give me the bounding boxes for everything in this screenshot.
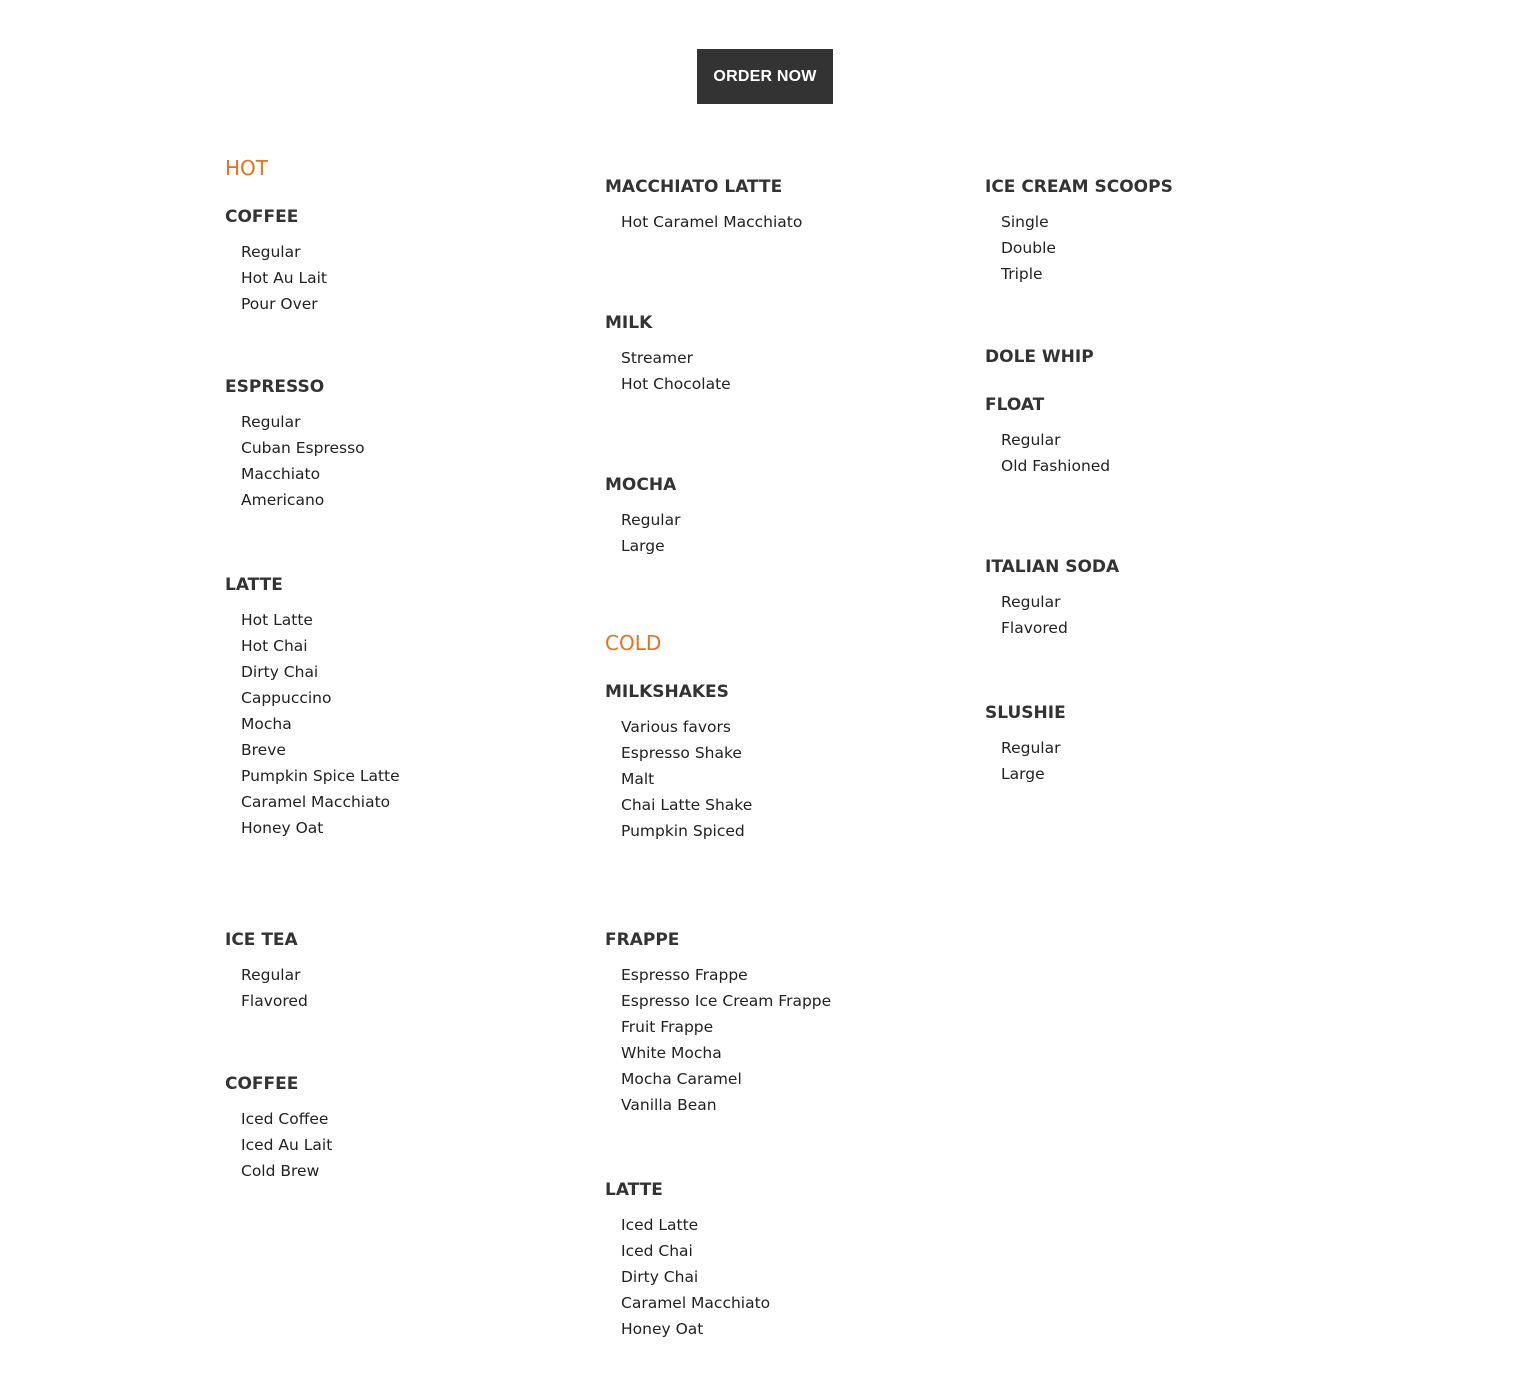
menu-group-espresso xyxy=(225,377,365,513)
group-title: LATTE xyxy=(605,1180,663,1200)
group-title: ESPRESSO xyxy=(225,377,325,397)
menu-group-ice-cream-scoops xyxy=(985,177,1173,287)
section-heading-hot: HOT xyxy=(225,156,268,180)
menu-item: Regular xyxy=(241,966,301,984)
item-list xyxy=(225,962,308,1014)
menu-item: Pumpkin Spiced xyxy=(621,822,745,840)
item-list xyxy=(985,735,1066,787)
menu-group-mocha xyxy=(605,475,680,559)
menu-item: Fruit Frappe xyxy=(621,1018,714,1036)
menu-group-macchiato-latte xyxy=(605,177,802,235)
menu-item: Dirty Chai xyxy=(241,663,319,681)
item-list xyxy=(605,962,831,1118)
menu-group-frappe xyxy=(605,930,831,1118)
group-title: FLOAT xyxy=(985,395,1045,415)
item-list xyxy=(225,409,365,513)
group-title: COFFEE xyxy=(225,1074,299,1094)
menu-item: Hot Au Lait xyxy=(241,269,328,287)
group-title: ICE TEA xyxy=(225,930,298,950)
item-list xyxy=(605,345,731,397)
group-title: MILK xyxy=(605,313,653,333)
group-title: MOCHA xyxy=(605,475,677,495)
menu-item: Iced Coffee xyxy=(241,1110,329,1128)
section-heading-cold: COLD xyxy=(605,631,662,655)
menu-item: Espresso Shake xyxy=(621,744,742,762)
menu-item: Vanilla Bean xyxy=(621,1096,717,1114)
menu-item: Hot Caramel Macchiato xyxy=(621,213,803,231)
item-list xyxy=(605,507,680,559)
menu-group-slushie xyxy=(985,703,1066,787)
group-title: DOLE WHIP xyxy=(985,347,1094,367)
menu-group-hot-coffee xyxy=(225,207,327,317)
menu-item: Various favors xyxy=(621,718,731,736)
menu-group-hot-latte xyxy=(225,575,400,841)
menu-item: Regular xyxy=(1001,431,1061,449)
menu-item: Malt xyxy=(621,770,655,788)
menu-item: Hot Chai xyxy=(241,637,308,655)
menu-group-milkshakes xyxy=(605,682,752,844)
menu-item: Macchiato xyxy=(241,465,321,483)
menu-group-milk xyxy=(605,313,731,397)
menu-group-float xyxy=(985,395,1110,479)
group-title: MILKSHAKES xyxy=(605,682,729,702)
menu-item: Large xyxy=(621,537,665,555)
menu-item: Espresso Frappe xyxy=(621,966,748,984)
menu-item: Regular xyxy=(1001,739,1061,757)
menu-item: Honey Oat xyxy=(621,1320,704,1338)
item-list xyxy=(605,209,802,235)
menu-item: Regular xyxy=(1001,593,1061,611)
menu-item: Cold Brew xyxy=(241,1162,320,1180)
menu-item: Regular xyxy=(241,243,301,261)
item-list xyxy=(985,589,1119,641)
menu-item: Caramel Macchiato xyxy=(241,793,391,811)
menu-group-cold-coffee xyxy=(225,1074,332,1184)
menu-item: Mocha Caramel xyxy=(621,1070,742,1088)
menu-item: Espresso Ice Cream Frappe xyxy=(621,992,832,1010)
menu-group-dole-whip xyxy=(985,347,1094,367)
item-list xyxy=(605,1212,770,1342)
menu-item: Flavored xyxy=(1001,619,1068,637)
menu-item: Streamer xyxy=(621,349,693,367)
menu-item: Regular xyxy=(241,413,301,431)
menu-group-ice-tea xyxy=(225,930,308,1014)
menu-item: Regular xyxy=(621,511,681,529)
group-title: SLUSHIE xyxy=(985,703,1066,723)
menu-group-cold-latte xyxy=(605,1180,770,1342)
menu-item: Breve xyxy=(241,741,286,759)
menu-item: Large xyxy=(1001,765,1045,783)
menu-item: Iced Au Lait xyxy=(241,1136,333,1154)
menu-item: Pumpkin Spice Latte xyxy=(241,767,400,785)
menu-item: Americano xyxy=(241,491,325,509)
menu-item: Caramel Macchiato xyxy=(621,1294,771,1312)
group-title: ITALIAN SODA xyxy=(985,557,1120,577)
menu-item: Triple xyxy=(1001,265,1043,283)
group-title: COFFEE xyxy=(225,207,299,227)
group-title: FRAPPE xyxy=(605,930,680,950)
menu-item: Double xyxy=(1001,239,1056,257)
group-title: MACCHIATO LATTE xyxy=(605,177,783,197)
menu-item: Hot Latte xyxy=(241,611,313,629)
item-list xyxy=(985,209,1173,287)
item-list xyxy=(985,427,1110,479)
item-list xyxy=(225,239,327,317)
menu-item: Cappuccino xyxy=(241,689,332,707)
menu-item: White Mocha xyxy=(621,1044,722,1062)
menu-item: Old Fashioned xyxy=(1001,457,1111,475)
menu-item: Flavored xyxy=(241,992,308,1010)
menu-item: Mocha xyxy=(241,715,292,733)
menu-item: Dirty Chai xyxy=(621,1268,699,1286)
menu-item: Chai Latte Shake xyxy=(621,796,753,814)
menu-item: Honey Oat xyxy=(241,819,324,837)
menu-item: Iced Latte xyxy=(621,1216,699,1234)
menu-item: Iced Chai xyxy=(621,1242,693,1260)
menu-item: Single xyxy=(1001,213,1049,231)
order-now-button[interactable]: ORDER NOW xyxy=(697,49,833,104)
menu-item: Cuban Espresso xyxy=(241,439,365,457)
menu-item: Pour Over xyxy=(241,295,318,313)
menu-group-italian-soda xyxy=(985,557,1119,641)
item-list xyxy=(225,607,400,841)
item-list xyxy=(225,1106,332,1184)
group-title: LATTE xyxy=(225,575,283,595)
group-title: ICE CREAM SCOOPS xyxy=(985,177,1173,197)
menu-item: Hot Chocolate xyxy=(621,375,731,393)
item-list xyxy=(605,714,752,844)
